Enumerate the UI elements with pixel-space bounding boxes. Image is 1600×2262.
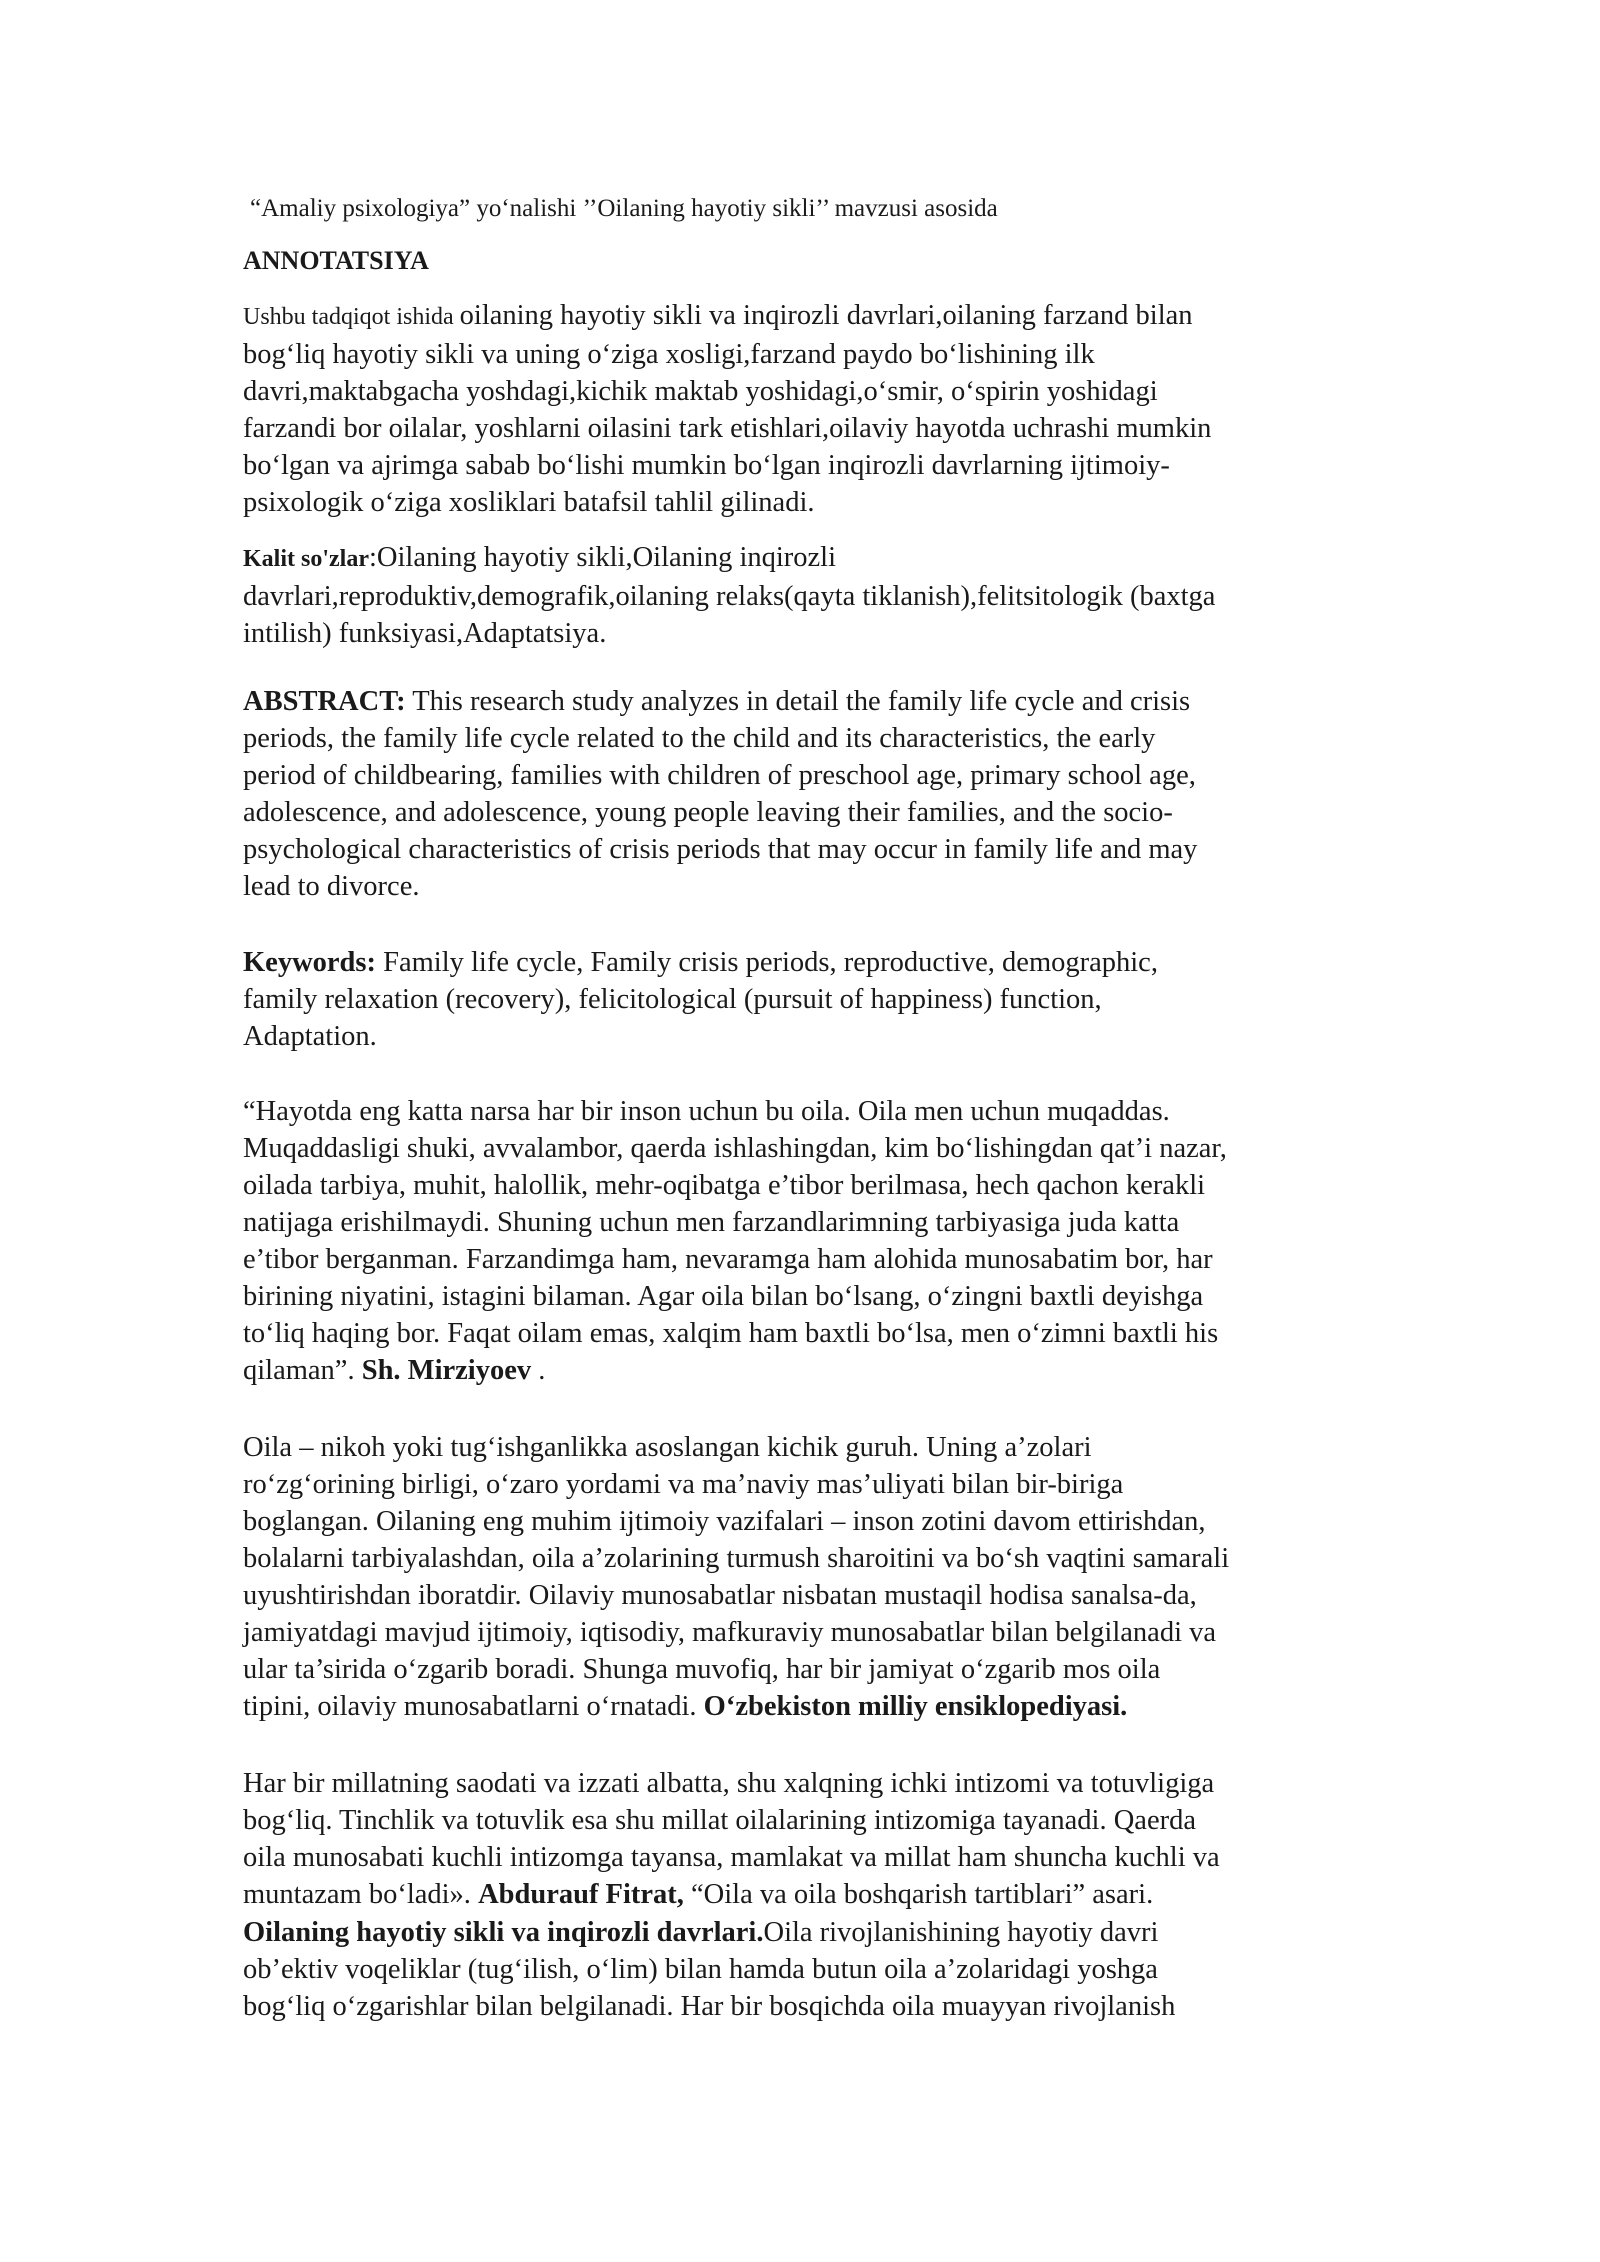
annotation-heading: ANNOTATSIYA xyxy=(243,246,429,275)
keywords-line: family relaxation (recovery), felicitological (pursuit of happiness) function, xyxy=(243,984,1102,1015)
kalit-label: Kalit so'zlar xyxy=(243,546,369,572)
quote-mirziyoev xyxy=(243,1093,1373,1389)
oila-definition-paragraph xyxy=(243,1429,1373,1725)
annotation-lead: Ushbu tadqiqot ishida xyxy=(243,304,460,330)
abstract-line: lead to divorce. xyxy=(243,871,420,902)
annotation-line: davri,maktabgacha yoshdagi,kichik maktab yoshidagi,o‘smir, o‘spirin yoshidagi xyxy=(243,376,1158,407)
annotation-paragraph xyxy=(243,297,1373,521)
quote-line: oilada tarbiya, muhit, halollik, mehr-oqibatga e’tibor berilmasa, hech qachon kerakli xyxy=(243,1170,1206,1201)
paragraph-line: uyushtirishdan iboratdir. Oilaviy munosabatlar nisbatan mustaqil hodisa sanalsa-da, xyxy=(243,1580,1197,1611)
quote-end: . xyxy=(531,1355,546,1386)
kalit-sozlar-paragraph xyxy=(243,539,1373,652)
paragraph-line: bolalarni tarbiyalashdan, oila a’zolarining turmush sharoitini va bo‘sh vaqtini samarali xyxy=(243,1543,1230,1574)
fitrat-paragraph xyxy=(243,1765,1373,1913)
abstract-line xyxy=(243,683,1373,720)
header-text: “Amaliy psixologiya” yo‘nalishi ’’Oilaning hayotiy sikli’’ mavzusi asosida xyxy=(250,195,998,222)
abstract-line: periods, the family life cycle related to the child and its characteristics, the early xyxy=(243,723,1156,754)
annotation-line-text: oilaning hayotiy sikli va inqirozli davrlari,oilaning farzand bilan xyxy=(459,300,1193,331)
fitrat-work-title: “Oila va oila boshqarish tartiblari” asari. xyxy=(683,1879,1154,1910)
quote-line: birining niyatini, istagini bilaman. Agar oila bilan bo‘lsang, o‘zingni baxtli deyishga xyxy=(243,1281,1204,1312)
paragraph-last-text: tipini, oilaviy munosabatlarni o‘rnatadi. xyxy=(243,1691,704,1722)
quote-line: “Hayotda eng katta narsa har bir inson uchun bu oila. Oila men uchun muqaddas. xyxy=(243,1096,1170,1127)
paragraph-line: boglangan. Oilaning eng muhim ijtimoiy vazifalari – inson zotini davom ettirishdan, xyxy=(243,1506,1206,1537)
kalit-line: intilish) funksiyasi,Adaptatsiya. xyxy=(243,618,607,649)
quote-line: Muqaddasligi shuki, avvalambor, qaerda ishlashingdan, kim bo‘lishingdan qat’i nazar, xyxy=(243,1133,1227,1164)
abstract-line: adolescence, and adolescence, young people leaving their families, and the socio- xyxy=(243,797,1173,828)
paragraph-line: ular ta’sirida o‘zgarib boradi. Shunga muvofiq, har bir jamiyat o‘zgarib mos oila xyxy=(243,1654,1161,1685)
paragraph-line xyxy=(243,1876,1373,1913)
annotation-title xyxy=(243,246,1373,276)
abstract-line: period of childbearing, families with children of preschool age, primary school age, xyxy=(243,760,1196,791)
paragraph-line: jamiyatdagi mavjud ijtimoiy, iqtisodiy, mafkuraviy munosabatlar bilan belgilanadi va xyxy=(243,1617,1217,1648)
annotation-line xyxy=(243,297,1373,336)
keywords-line xyxy=(243,944,1373,981)
kalit-line: davrlari,reproduktiv,demografik,oilaning relaks(qayta tiklanish),felitsitologik (baxtga xyxy=(243,581,1216,612)
section-line xyxy=(243,1914,1373,1951)
abstract-text: This research study analyzes in detail the family life cycle and crisis xyxy=(405,686,1191,717)
abstract-label: ABSTRACT: xyxy=(243,686,406,717)
annotation-line: psixologik o‘ziga xosliklari batafsil tahlil gilinadi. xyxy=(243,487,815,518)
paragraph-line xyxy=(243,1688,1373,1725)
paragraph-line: ro‘zg‘orining birligi, o‘zaro yordami va ma’naviy mas’uliyati bilan bir-biriga xyxy=(243,1469,1124,1500)
source-citation: O‘zbekiston milliy ensiklopediyasi. xyxy=(703,1691,1128,1722)
section-text: Oila rivojlanishining hayotiy davri xyxy=(763,1917,1159,1948)
section-paragraph xyxy=(243,1914,1373,2025)
fitrat-author: Abdurauf Fitrat, xyxy=(478,1879,684,1910)
keywords-paragraph xyxy=(243,944,1373,1055)
quote-line xyxy=(243,1352,1373,1389)
kalit-text: :Oilaning hayotiy sikli,Oilaning inqirozli xyxy=(368,542,837,573)
keywords-text: Family life cycle, Family crisis periods, reproductive, demographic, xyxy=(375,947,1158,978)
section-line: bog‘liq o‘zgarishlar bilan belgilanadi. Har bir bosqichda oila muayyan rivojlanish xyxy=(243,1991,1176,2022)
abstract-paragraph xyxy=(243,683,1373,905)
section-title: Oilaning hayotiy sikli va inqirozli davrlari. xyxy=(243,1917,764,1948)
paragraph-line: oila munosabati kuchli intizomga tayansa, mamlakat va millat ham shuncha kuchli va xyxy=(243,1842,1220,1873)
kalit-line xyxy=(243,539,1373,578)
quote-line: natijaga erishilmaydi. Shuning uchun men farzandlarimning tarbiyasiga juda katta xyxy=(243,1207,1180,1238)
keywords-line: Adaptation. xyxy=(243,1021,377,1052)
annotation-line: bo‘lgan va ajrimga sabab bo‘lishi mumkin bo‘lgan inqirozli davrlarning ijtimoiy- xyxy=(243,450,1170,481)
paragraph-line: Har bir millatning saodati va izzati albatta, shu xalqning ichki intizomi va totuvligiga xyxy=(243,1768,1215,1799)
annotation-line: bog‘liq hayotiy sikli va uning o‘ziga xosligi,farzand paydo bo‘lishining ilk xyxy=(243,339,1095,370)
abstract-line: psychological characteristics of crisis periods that may occur in family life and may xyxy=(243,834,1198,865)
section-line: ob’ektiv voqeliklar (tug‘ilish, o‘lim) bilan hamda butun oila a’zolaridagi yoshga xyxy=(243,1954,1158,1985)
paragraph-last-text: muntazam bo‘ladi». xyxy=(243,1879,479,1910)
keywords-label: Keywords: xyxy=(243,947,376,978)
document-header xyxy=(250,195,1380,223)
paragraph-line: bog‘liq. Tinchlik va totuvlik esa shu millat oilalarining intizomiga tayanadi. Qaerda xyxy=(243,1805,1196,1836)
quote-line: e’tibor berganman. Farzandimga ham, nevaramga ham alohida munosabatim bor, har xyxy=(243,1244,1213,1275)
annotation-line: farzandi bor oilalar, yoshlarni oilasini tark etishlari,oilaviy hayotda uchrashi mumkin xyxy=(243,413,1212,444)
quote-line: to‘liq haqing bor. Faqat oilam emas, xalqim ham baxtli bo‘lsa, men o‘zimni baxtli his xyxy=(243,1318,1219,1349)
quote-author: Sh. Mirziyoev xyxy=(361,1355,532,1386)
paragraph-line: Oila – nikoh yoki tug‘ishganlikka asoslangan kichik guruh. Uning a’zolari xyxy=(243,1432,1092,1463)
quote-last-text: qilaman”. xyxy=(243,1355,362,1386)
